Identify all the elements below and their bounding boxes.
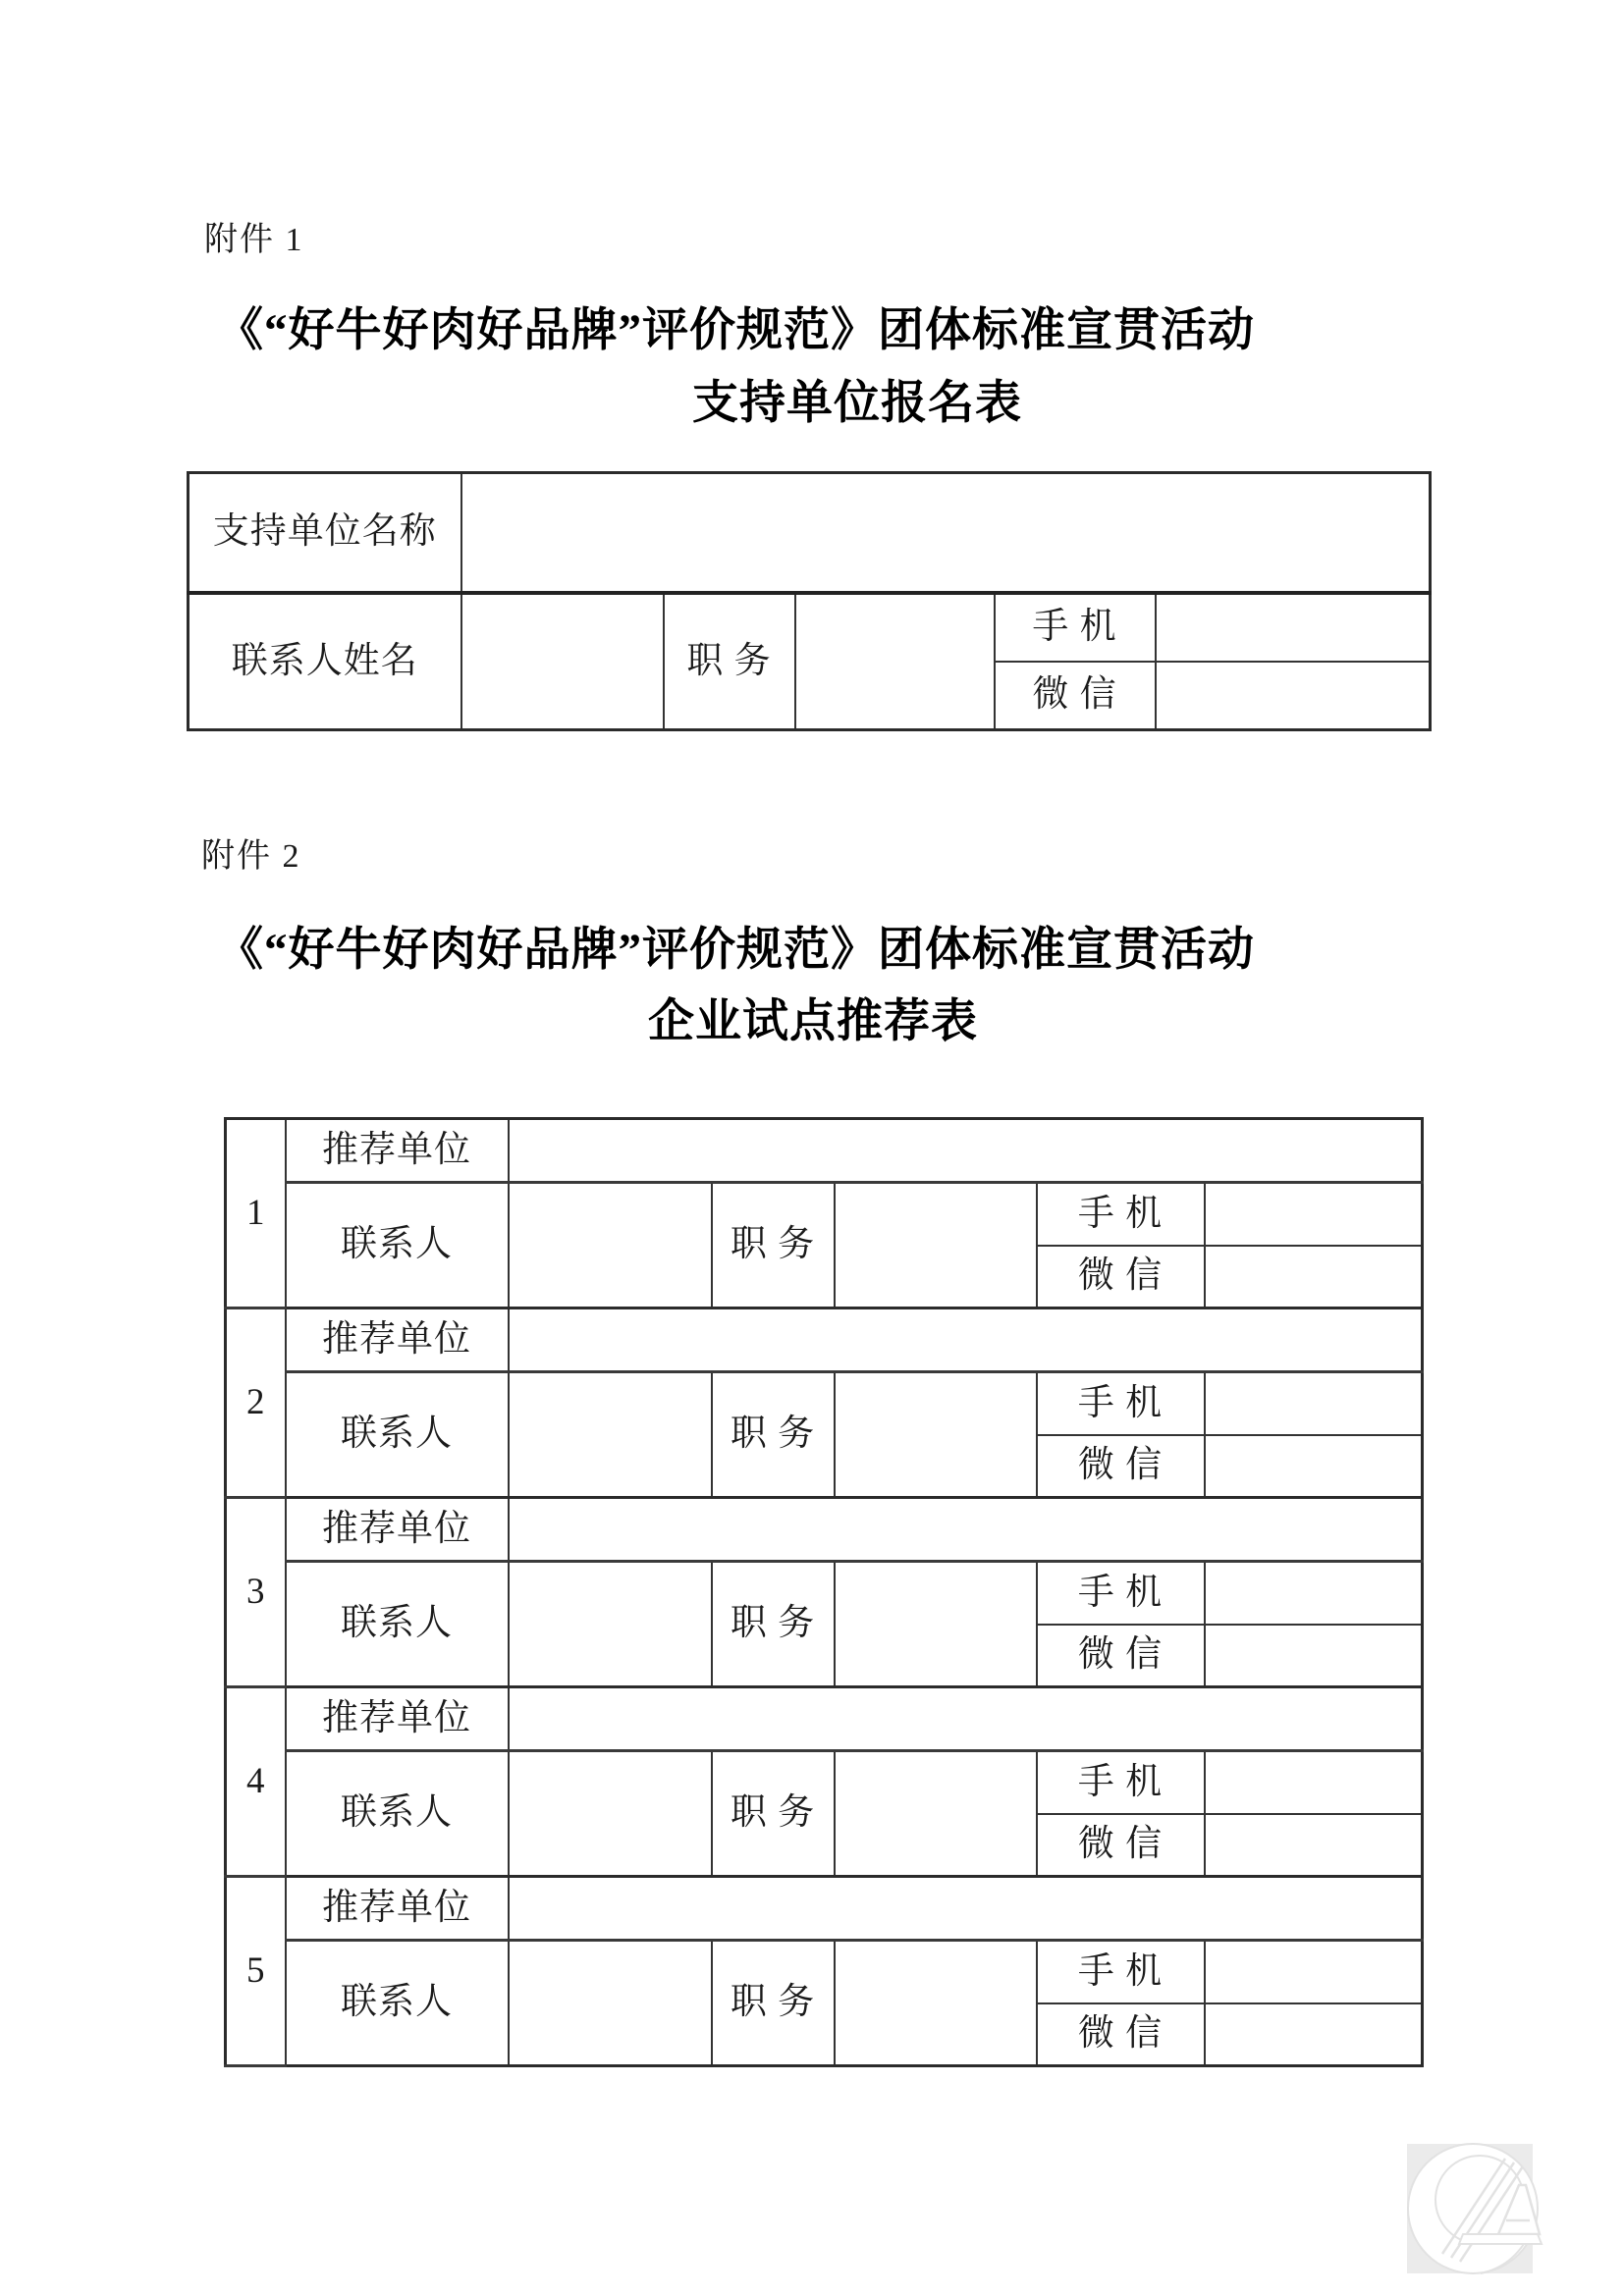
recommending-unit-input-cell[interactable] bbox=[509, 1877, 1423, 1941]
wechat-label: 微 信 bbox=[1037, 1625, 1205, 1687]
position-label: 职 务 bbox=[712, 1562, 835, 1687]
wechat-input-cell[interactable] bbox=[1205, 1246, 1423, 1308]
row-index: 1 bbox=[226, 1119, 286, 1308]
position-label: 职 务 bbox=[712, 1183, 835, 1308]
contact-name-label: 联系人姓名 bbox=[189, 593, 461, 730]
table-row bbox=[226, 1183, 1423, 1246]
contact-label: 联系人 bbox=[286, 1562, 509, 1687]
mobile-input-cell[interactable] bbox=[1205, 1372, 1423, 1435]
table-row bbox=[226, 1562, 1423, 1625]
mobile-label: 手 机 bbox=[995, 593, 1156, 662]
recommending-unit-input-cell[interactable] bbox=[509, 1308, 1423, 1372]
wechat-input-cell[interactable] bbox=[1205, 1435, 1423, 1498]
position-label: 职 务 bbox=[664, 593, 795, 730]
table-row bbox=[226, 1941, 1423, 2003]
position-input-cell[interactable] bbox=[835, 1941, 1037, 2066]
contact-label: 联系人 bbox=[286, 1751, 509, 1877]
contact-name-input-cell[interactable] bbox=[461, 593, 664, 730]
position-input-cell[interactable] bbox=[835, 1562, 1037, 1687]
enterprise-pilot-recommendation-table bbox=[224, 1117, 1424, 2067]
contact-input-cell[interactable] bbox=[509, 1941, 712, 2066]
support-unit-registration-table bbox=[187, 471, 1432, 731]
section1-title-line1: 《“好牛好肉好品牌”评价规范》团体标准宣贯活动 bbox=[217, 305, 1255, 356]
contact-input-cell[interactable] bbox=[509, 1751, 712, 1877]
wechat-label: 微 信 bbox=[1037, 1814, 1205, 1877]
wechat-input-cell[interactable] bbox=[1205, 1625, 1423, 1687]
section2-title-line1: 《“好牛好肉好品牌”评价规范》团体标准宣贯活动 bbox=[217, 925, 1255, 976]
wechat-label: 微 信 bbox=[995, 662, 1156, 730]
contact-label: 联系人 bbox=[286, 1941, 509, 2066]
position-label: 职 务 bbox=[712, 1372, 835, 1498]
contact-input-cell[interactable] bbox=[509, 1183, 712, 1308]
recommending-unit-label: 推荐单位 bbox=[286, 1687, 509, 1751]
position-input-cell[interactable] bbox=[835, 1372, 1037, 1498]
support-unit-name-label: 支持单位名称 bbox=[189, 473, 461, 593]
attachment-2-label: 附件 2 bbox=[201, 838, 301, 875]
position-label: 职 务 bbox=[712, 1941, 835, 2066]
wechat-input-cell[interactable] bbox=[1205, 1814, 1423, 1877]
contact-input-cell[interactable] bbox=[509, 1372, 712, 1498]
wechat-label: 微 信 bbox=[1037, 2003, 1205, 2066]
caaa-logo-watermark bbox=[1404, 2140, 1553, 2279]
row-index: 5 bbox=[226, 1877, 286, 2066]
row-index: 3 bbox=[226, 1498, 286, 1687]
row-index: 4 bbox=[226, 1687, 286, 1877]
recommending-unit-input-cell[interactable] bbox=[509, 1687, 1423, 1751]
recommending-unit-input-cell[interactable] bbox=[509, 1498, 1423, 1562]
recommending-unit-label: 推荐单位 bbox=[286, 1119, 509, 1183]
position-label: 职 务 bbox=[712, 1751, 835, 1877]
mobile-label: 手 机 bbox=[1037, 1372, 1205, 1435]
table-row bbox=[189, 473, 1431, 593]
mobile-label: 手 机 bbox=[1037, 1183, 1205, 1246]
section1-title-line2: 支持单位报名表 bbox=[692, 378, 1022, 429]
position-input-cell[interactable] bbox=[835, 1751, 1037, 1877]
mobile-label: 手 机 bbox=[1037, 1562, 1205, 1625]
recommending-unit-label: 推荐单位 bbox=[286, 1308, 509, 1372]
table-row bbox=[226, 1751, 1423, 1814]
recommending-unit-input-cell[interactable] bbox=[509, 1119, 1423, 1183]
table-row bbox=[226, 1119, 1423, 1183]
attachment-1-label: 附件 1 bbox=[204, 222, 304, 258]
contact-input-cell[interactable] bbox=[509, 1562, 712, 1687]
mobile-input-cell[interactable] bbox=[1205, 1941, 1423, 2003]
table-row bbox=[226, 1308, 1423, 1372]
mobile-label: 手 机 bbox=[1037, 1941, 1205, 2003]
mobile-input-cell[interactable] bbox=[1205, 1183, 1423, 1246]
contact-label: 联系人 bbox=[286, 1183, 509, 1308]
support-unit-name-input-cell[interactable] bbox=[461, 473, 1431, 593]
table-row bbox=[226, 1877, 1423, 1941]
wechat-label: 微 信 bbox=[1037, 1246, 1205, 1308]
mobile-input-cell[interactable] bbox=[1156, 593, 1431, 662]
row-index: 2 bbox=[226, 1308, 286, 1498]
contact-label: 联系人 bbox=[286, 1372, 509, 1498]
mobile-input-cell[interactable] bbox=[1205, 1562, 1423, 1625]
mobile-label: 手 机 bbox=[1037, 1751, 1205, 1814]
table-row bbox=[226, 1498, 1423, 1562]
position-input-cell[interactable] bbox=[835, 1183, 1037, 1308]
wechat-label: 微 信 bbox=[1037, 1435, 1205, 1498]
recommending-unit-label: 推荐单位 bbox=[286, 1498, 509, 1562]
position-input-cell[interactable] bbox=[795, 593, 995, 730]
wechat-input-cell[interactable] bbox=[1205, 2003, 1423, 2066]
section2-title-line2: 企业试点推荐表 bbox=[648, 996, 978, 1047]
table-row bbox=[226, 1687, 1423, 1751]
mobile-input-cell[interactable] bbox=[1205, 1751, 1423, 1814]
table-row bbox=[226, 1372, 1423, 1435]
wechat-input-cell[interactable] bbox=[1156, 662, 1431, 730]
table-row bbox=[189, 593, 1431, 662]
recommending-unit-label: 推荐单位 bbox=[286, 1877, 509, 1941]
